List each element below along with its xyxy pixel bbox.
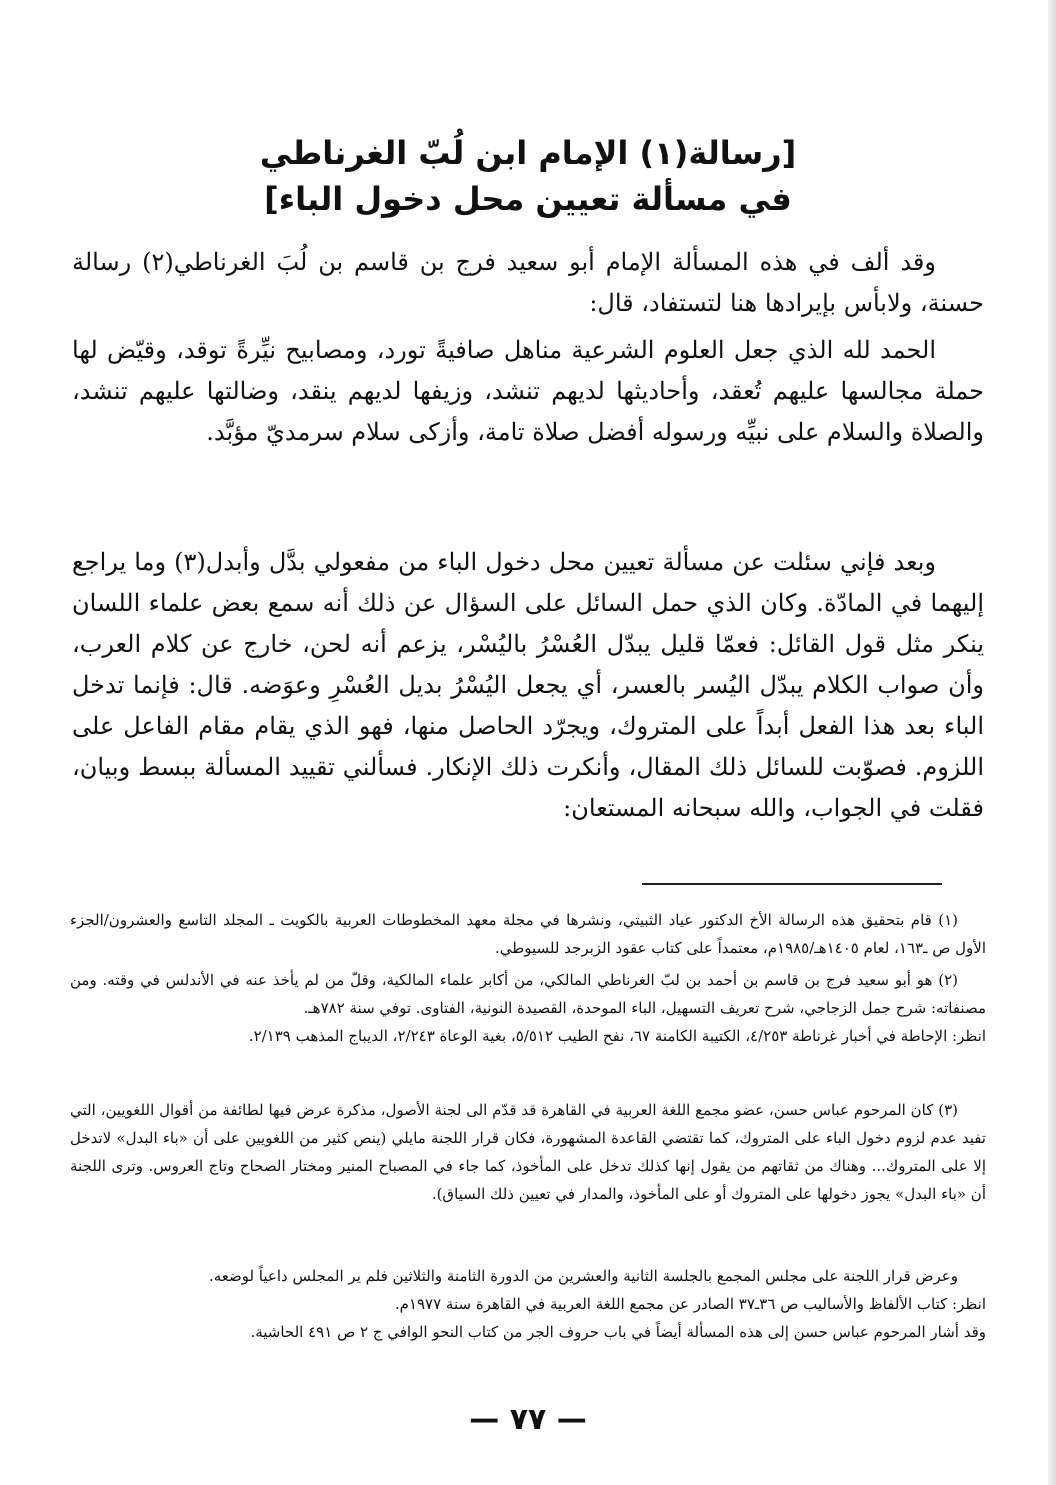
page-number: — ٧٧ — <box>469 1402 587 1437</box>
paragraph-text: الحمد لله الذي جعل العلوم الشرعية مناهل صافيةً تورد، ومصابيح نيِّرةً توقد، وقيّض لها حملة مجالسها عليهم تُعقد، وأحاديثها لديهم تنشد، وزيفها لديهم ينقد، وضالتها عليهم تنشد، والصلاة والسلام على نبيِّه ورسوله أفضل صلاة تامة، وأزكى سلام سرمديّ مؤبَّد. <box>72 336 984 446</box>
footnote-reference: انظر: كتاب الألفاظ والأساليب ص ٣٦ـ٣٧ الصادر عن مجمع اللغة العربية في القاهرة سنة ١٩٧٧م. <box>394 1295 986 1313</box>
paragraph-text: وقد ألف في هذه المسألة الإمام أبو سعيد فرج بن قاسم بن لُبَ الغرناطي(٢) رسالة حسنة، ولابأس بإيرادها هنا لتستفاد، قال: <box>72 248 984 317</box>
scan-edge <box>1048 0 1056 1485</box>
body-paragraph-question <box>72 542 984 829</box>
footnote-reference: انظر: الإحاطة في أخبار غرناطة ٤/٢٥٣، الكتيبة الكامنة ٦٧، نفح الطيب ٥/٥١٢، بغية الوعاة ٢/٢٤٣، الديباج المذهب ٢/١٣٩. <box>248 1027 986 1045</box>
title-line-2: في مسألة تعيين محل دخول الباء] <box>264 180 792 218</box>
title-line-1: [رسالة(١) الإمام ابن لُبّ الغرناطي <box>259 134 797 172</box>
footnote-2 <box>70 966 986 1050</box>
footnote-text: (٢) هو أبو سعيد فرج بن قاسم بن أحمد بن لبّ الغرناطي المالكي، من أكابر علماء المالكية، وقلّ من لم يأخذ عنه في الأندلس في وقته. ومن مصنفاته: شرح جمل الزجاجي، شرح تعريف التسهيل، الباء الموحدة، القصيدة النونية، الفتاوى. توفي سنة ٧٨٢هـ. <box>70 971 986 1017</box>
footnote-text: وقد أشار المرحوم عباس حسن إلى هذه المسألة أيضاً في باب حروف الجر من كتاب النحو الوافي ج ٢ ص ٤٩١ الحاشية. <box>250 1323 986 1341</box>
body-paragraph-intro <box>72 242 984 324</box>
footnote-text: (٣) كان المرحوم عباس حسن، عضو مجمع اللغة العربية في القاهرة قد قدّم الى لجنة الأصول، مذكرة عرض فيها لطائفة من أقوال اللغويين، التي تفيد عدم لزوم دخول الباء على المتروك، كما تقتضي القاعدة المشهورة، فكان قرار اللجنة مايلي (ينص كثير من اللغويين على أن «باء البدل» لاتدخل إلا على المتروك... وهناك من ثقاتهم من يقول إنها كذلك تدخل على المأخوذ، كما جاء في المصباح المنير ومختار الصحاح وتاج العروس. وترى اللجنة أن «باء البدل» يجوز دخولها على المتروك أو على المأخوذ، والمدار في تعيين ذلك السياق). <box>70 1101 986 1203</box>
paragraph-text: وبعد فإني سئلت عن مسألة تعيين محل دخول الباء من مفعولي بدَّل وأبدل(٣) وما يراجع إليهما في المادّة. وكان الذي حمل السائل على السؤال عن ذلك أنه سمع بعض علماء اللسان ينكر مثل قول القائل: فعمّا قليل يبدّل العُسْرُ باليُسْر، يزعم أنه لحن، خارج عن كلام العرب، وأن صواب الكلام يبدّل اليُسر بالعسر، أي يجعل اليُسْرُ بديل العُسْرِ وعوَضه. قال: فإنما تدخل الباء بعد هذا الفعل أبداً على المتروك، ويجرّد الحاصل منها، فهو الذي يقام مقام الفاعل على اللزوم. فصوّبت للسائل ذلك المقال، وأنكرت ذلك الإنكار. فسألني تقييد المسألة ببسط وبيان، فقلت في الجواب، والله سبحانه المستعان: <box>72 548 985 822</box>
footnote-text: وعرض قرار اللجنة على مجلس المجمع بالجلسة الثانية والعشرين من الدورة الثامنة والثلاثين فلم ير المجلس داعياً لوضعه. <box>208 1267 958 1285</box>
footnote-text: (١) قام بتحقيق هذه الرسالة الأخ الدكتور عياد الثبيتي، ونشرها في مجلة معهد المخطوطات العربية بالكويت ـ المجلد التاسع والعشرون/الجزء الأول ص ـ١٦٣، لعام ١٤٠٥هـ/١٩٨٥م، معتمداً على كتاب عقود الزبرجد للسيوطي. <box>70 911 986 957</box>
body-paragraph-praise <box>72 330 984 453</box>
footnote-3 <box>70 1096 986 1208</box>
footnote-3-continuation <box>70 1262 986 1346</box>
article-title <box>140 130 916 222</box>
footnote-1 <box>70 906 986 962</box>
footnote-separator <box>642 883 942 885</box>
